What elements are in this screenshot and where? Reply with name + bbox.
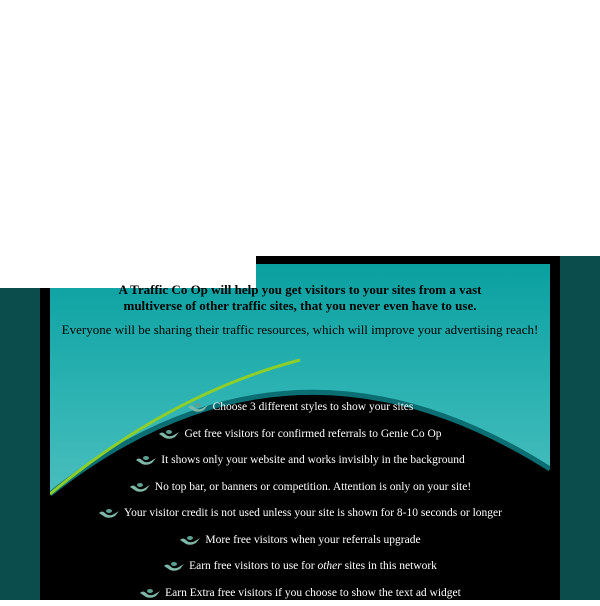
genie-lamp-icon	[98, 507, 120, 519]
list-item	[50, 474, 550, 501]
intro-headline	[60, 282, 540, 314]
right-side-band	[560, 256, 600, 600]
genie-lamp-icon	[129, 481, 151, 493]
feature-text: Get free visitors for confirmed referrals to Genie Co Op	[184, 428, 441, 440]
white-overlay-block	[0, 0, 256, 288]
feature-text-part: Earn free visitors to use for	[189, 560, 317, 572]
list-item	[50, 527, 550, 554]
feature-text: Choose 3 different styles to show your sites	[213, 401, 414, 413]
genie-lamp-icon	[163, 560, 185, 572]
feature-text: It shows only your website and works invisibly in the background	[161, 454, 464, 466]
feature-list	[50, 394, 550, 606]
list-item	[50, 580, 550, 606]
list-item	[50, 394, 550, 421]
headline-line-1: A Traffic Co Op will help you get visitors to your sites from a vast	[60, 282, 540, 298]
feature-text-emphasis: other	[317, 560, 341, 572]
intro-subline: Everyone will be sharing their traffic resources, which will improve your advertising reach!	[50, 322, 550, 338]
list-item	[50, 553, 550, 580]
genie-lamp-icon	[139, 587, 161, 599]
feature-text: Your visitor credit is not used unless your site is shown for 8-10 seconds or longer	[124, 507, 502, 519]
feature-text: No top bar, or banners or competition. Attention is only on your site!	[155, 481, 471, 493]
list-item	[50, 421, 550, 448]
genie-lamp-icon	[187, 401, 209, 413]
feature-text: More free visitors when your referrals upgrade	[205, 534, 420, 546]
feature-text-part: sites in this network	[342, 560, 437, 572]
left-side-band	[0, 288, 40, 600]
list-item	[50, 447, 550, 474]
list-item	[50, 500, 550, 527]
feature-text	[189, 560, 437, 572]
genie-lamp-icon	[179, 534, 201, 546]
headline-line-2: multiverse of other traffic sites, that you never even have to use.	[60, 298, 540, 314]
genie-lamp-icon	[158, 428, 180, 440]
genie-lamp-icon	[135, 454, 157, 466]
feature-text: Earn Extra free visitors if you choose to show the text ad widget	[165, 587, 461, 599]
